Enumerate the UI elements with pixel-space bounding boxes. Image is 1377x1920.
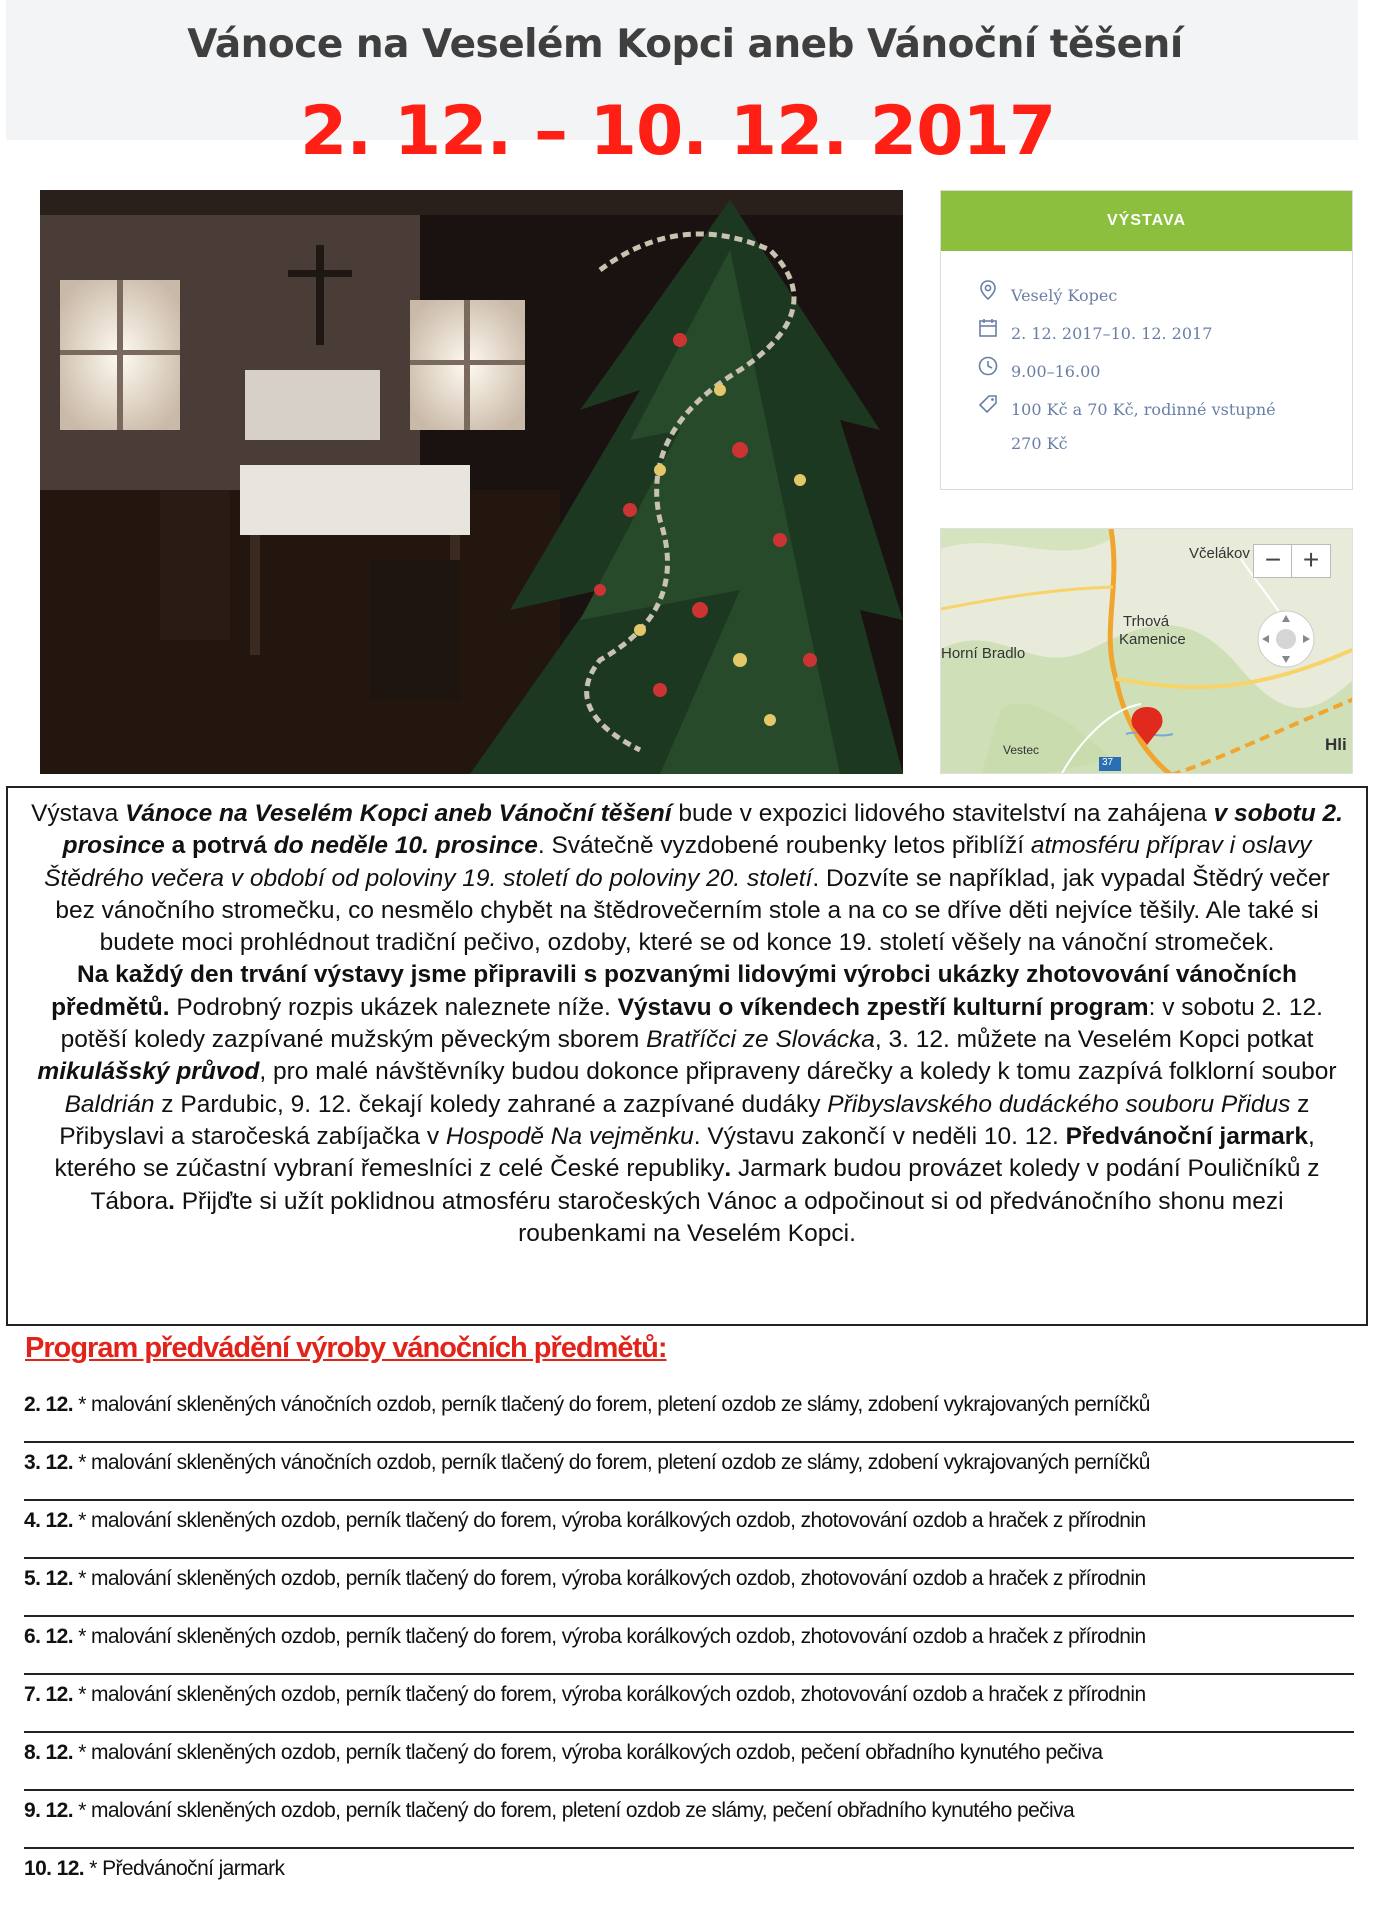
program-row-date: 6. 12. bbox=[24, 1625, 73, 1648]
text-run: z Přibyslavi a staročeská zabíjačka v bbox=[59, 1090, 1310, 1150]
text-run: v sobotu 2. prosince bbox=[62, 800, 1343, 860]
map-label-kamenice: Kamenice bbox=[1119, 631, 1186, 648]
map-label-hli: Hli bbox=[1325, 735, 1347, 754]
program-row bbox=[24, 1675, 1354, 1733]
text-run: . Dozvíte se například, jak vypadal Štědrý večer bez vánočního stromečku, co nesmělo chybět na štědrovečerním stole a na co se dříve děti nejvíce těšily. Ale také si budete moci prohlédnout tradiční pečivo, ozdoby, které se od konce 19. století věšely na vánoční stromeček. bbox=[55, 864, 1330, 957]
price-text-line2: 270 Kč bbox=[1011, 434, 1068, 453]
text-run: Výstavu o víkendech zpestří kulturní program bbox=[617, 993, 1149, 1021]
christmas-room-photo bbox=[40, 190, 903, 774]
page-title: Vánoce na Veselém Kopci aneb Vánoční těšení bbox=[187, 22, 1183, 67]
program-row-date: 9. 12. bbox=[24, 1799, 73, 1822]
program-row-text: * malování skleněných ozdob, perník tlačený do forem, výroba korálkových ozdob, zhotovování ozdob a hraček z přírodnin bbox=[72, 1625, 1146, 1648]
clock-icon bbox=[977, 355, 999, 377]
map-label-horni-bradlo: Horní Bradlo bbox=[941, 645, 1026, 662]
price-text-line1: 100 Kč a 70 Kč, rodinné vstupné bbox=[1011, 400, 1276, 419]
text-run: a potrvá bbox=[164, 832, 274, 860]
program-heading: Program předvádění výroby vánočních předmětů: bbox=[25, 1332, 667, 1364]
zoom-in-button[interactable]: + bbox=[1291, 544, 1331, 578]
program-row bbox=[24, 1559, 1354, 1617]
program-row-text: * malování skleněných vánočních ozdob, perník tlačený do forem, pletení ozdob ze slámy, zdobení vykrajovaných perníčků bbox=[72, 1393, 1150, 1416]
program-row-date: 3. 12. bbox=[24, 1451, 73, 1474]
text-run: atmosféru příprav i oslavy Štědrého večera v období od poloviny 19. století do poloviny 20. století bbox=[44, 832, 1312, 892]
program-list bbox=[24, 1385, 1354, 1907]
program-row bbox=[24, 1791, 1354, 1849]
program-row bbox=[24, 1385, 1354, 1443]
program-row-date: 5. 12. bbox=[24, 1567, 73, 1590]
pan-arrows-icon[interactable] bbox=[1258, 611, 1314, 667]
program-row-date: 2. 12. bbox=[24, 1393, 73, 1416]
program-row bbox=[24, 1849, 1354, 1907]
location-map[interactable] bbox=[940, 528, 1353, 774]
text-run: , kterého se zúčastní vybraní řemeslníci z celé České republiky bbox=[54, 1122, 1315, 1183]
event-info-card bbox=[940, 190, 1353, 490]
text-run: mikulášský průvod bbox=[37, 1058, 260, 1086]
text-run: bude v expozici lidového stavitelství na zahájena bbox=[671, 800, 1214, 827]
text-run: . bbox=[724, 1155, 732, 1183]
hours-text: 9.00–16.00 bbox=[1011, 362, 1101, 381]
location-pin-icon bbox=[977, 279, 999, 301]
program-row-text: * malování skleněných ozdob, perník tlačený do forem, výroba korálkových ozdob, zhotovování ozdob a hraček z přírodnin bbox=[72, 1683, 1146, 1706]
place-text: Veselý Kopec bbox=[1011, 286, 1118, 305]
text-run: Přijďte si užít poklidnou atmosféru staročeských Vánoc a odpočinout si od předvánočního shonu mezi roubenkami na Veselém Kopci. bbox=[174, 1187, 1284, 1247]
description-paragraph-2 bbox=[24, 959, 1350, 1250]
text-run: Hospodě Na vejměnku bbox=[445, 1122, 694, 1150]
category-label: VÝSTAVA bbox=[941, 191, 1352, 251]
program-row bbox=[24, 1443, 1354, 1501]
description-box bbox=[6, 786, 1368, 1326]
text-run: z Pardubic, 9. 12. čekají koledy zahrané a zazpívané dudáky bbox=[154, 1090, 828, 1118]
text-run: Předvánoční jarmark bbox=[1065, 1122, 1308, 1150]
text-run: , 3. 12. můžete na Veselém Kopci potkat bbox=[874, 1026, 1314, 1054]
program-row-date: 7. 12. bbox=[24, 1683, 73, 1706]
zoom-out-button[interactable]: − bbox=[1253, 544, 1293, 578]
program-row-text: * malování skleněných ozdob, perník tlačený do forem, výroba korálkových ozdob, zhotovování ozdob a hraček z přírodnin bbox=[72, 1567, 1146, 1590]
map-label-vestec: Vestec bbox=[1003, 743, 1040, 757]
program-row-text: * malování skleněných ozdob, perník tlačený do forem, výroba korálkových ozdob, zhotovování ozdob a hraček z přírodnin bbox=[72, 1509, 1146, 1532]
road-number: 37 bbox=[1102, 757, 1114, 768]
calendar-icon bbox=[977, 317, 999, 339]
description-paragraph-1 bbox=[24, 798, 1350, 959]
price-tag-icon bbox=[977, 393, 999, 415]
program-row-text: * malování skleněných vánočních ozdob, perník tlačený do forem, pletení ozdob ze slámy, zdobení vykrajovaných perníčků bbox=[72, 1451, 1150, 1474]
text-run: . Výstavu zakončí v neděli 10. 12. bbox=[693, 1122, 1066, 1150]
text-run: , pro malé návštěvníky budou dokonce připraveny dárečky a koledy k tomu zazpívá folklorní soubor bbox=[259, 1058, 1337, 1086]
text-run: Podrobný rozpis ukázek naleznete níže. bbox=[169, 993, 618, 1021]
text-run: Baldrián bbox=[64, 1090, 155, 1118]
text-run: . bbox=[168, 1187, 175, 1215]
text-run: Na každý den trvání výstavy jsme připravili s pozvanými lidovými výrobci ukázky zhotovování vánočních předmětů. bbox=[51, 961, 1297, 1021]
text-run: Výstava bbox=[31, 800, 126, 827]
program-row bbox=[24, 1501, 1354, 1559]
text-run: . Svátečně vyzdobené roubenky letos přiblíží bbox=[537, 832, 1031, 860]
program-row-date: 10. 12. bbox=[24, 1857, 85, 1880]
date-text: 2. 12. 2017–10. 12. 2017 bbox=[1011, 324, 1213, 343]
program-row-date: 4. 12. bbox=[24, 1509, 73, 1532]
program-row bbox=[24, 1733, 1354, 1791]
text-run: Bratříčci ze Slovácka bbox=[646, 1026, 875, 1054]
program-row-text: * malování skleněných ozdob, perník tlačený do forem, výroba korálkových ozdob, pečení obřadního kynutého pečiva bbox=[72, 1741, 1103, 1764]
text-run: Přibyslavského dudáckého souboru Přidus bbox=[827, 1090, 1291, 1118]
text-run: Jarmark budou provázet koledy v podání Pouličníků z Tábora bbox=[90, 1155, 1320, 1215]
text-run: Vánoce na Veselém Kopci aneb Vánoční těšení bbox=[125, 800, 672, 827]
program-row-text: * malování skleněných ozdob, perník tlačený do forem, pletení ozdob ze slámy, pečení obřadního kynutého pečiva bbox=[72, 1799, 1075, 1822]
program-row bbox=[24, 1617, 1354, 1675]
program-row-text: * Předvánoční jarmark bbox=[84, 1857, 285, 1880]
text-run: do neděle 10. prosince bbox=[273, 832, 538, 860]
map-label-vcelakov: Včelákov bbox=[1189, 545, 1250, 562]
map-label-trhova: Trhová bbox=[1123, 613, 1170, 630]
program-row-date: 8. 12. bbox=[24, 1741, 73, 1764]
text-run: : v sobotu 2. 12. potěší koledy zazpívané mužským pěveckým sborem bbox=[60, 993, 1323, 1054]
event-dates: 2. 12. – 10. 12. 2017 bbox=[300, 92, 1056, 171]
